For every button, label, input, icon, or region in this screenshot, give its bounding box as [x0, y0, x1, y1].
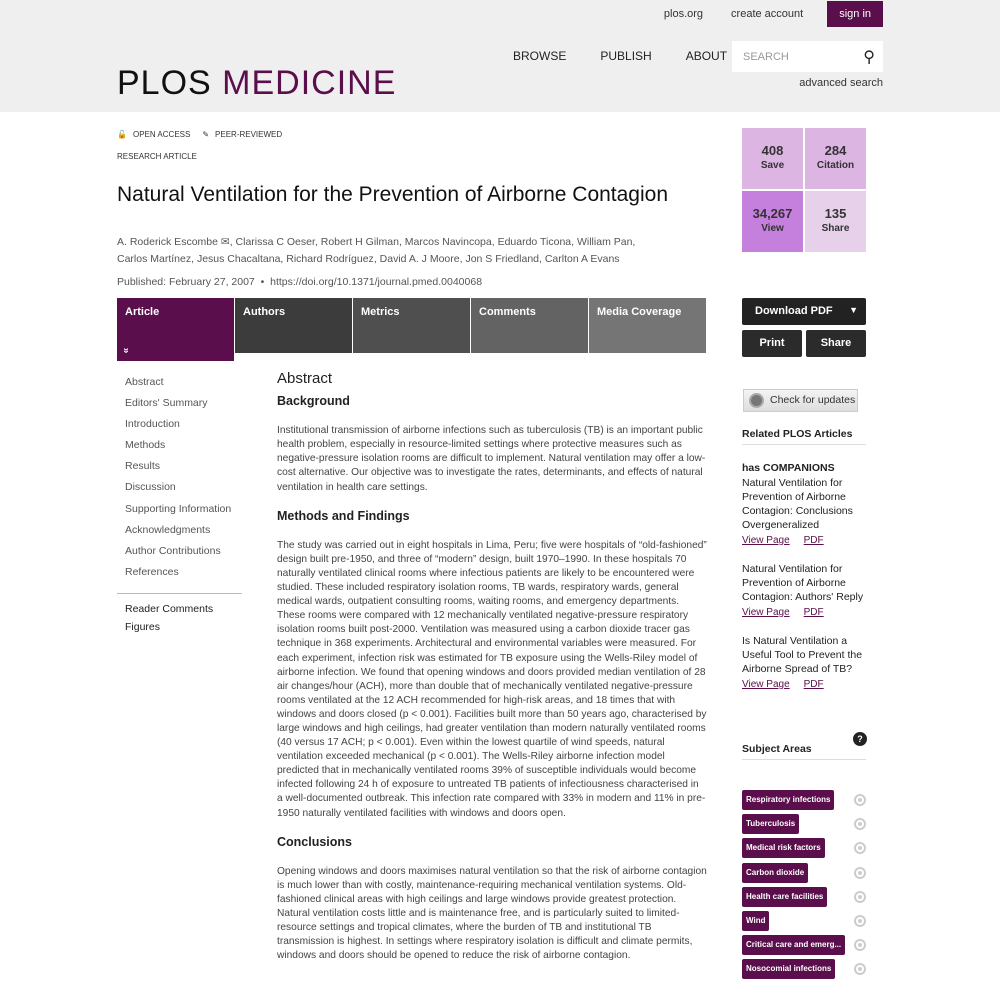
- download-label: Download PDF: [755, 305, 833, 317]
- plos-medicine-logo[interactable]: [117, 64, 396, 103]
- tab-label: Comments: [479, 306, 536, 318]
- metric-value: 284: [824, 143, 847, 158]
- tab-comments[interactable]: [471, 298, 589, 353]
- related-article: [742, 562, 866, 620]
- metric-view[interactable]: [742, 191, 803, 252]
- related-links: [742, 678, 866, 692]
- published-date: Published: February 27, 2007: [117, 276, 255, 288]
- author-link[interactable]: Carlos Martínez: [117, 253, 192, 265]
- view-page-link[interactable]: View Page: [742, 607, 790, 618]
- subject-tag[interactable]: Health care facilities: [742, 887, 827, 907]
- related-article: [742, 476, 866, 548]
- plos-org-link[interactable]: plos.org: [663, 7, 704, 20]
- check-for-updates-button[interactable]: [743, 389, 858, 412]
- metric-label: Share: [821, 223, 850, 234]
- subject-tag[interactable]: Critical care and emerg...: [742, 935, 845, 955]
- subject-areas: [742, 734, 866, 974]
- author-link[interactable]: Eduardo Ticona: [497, 236, 572, 248]
- toc-link[interactable]: Editors' Summary: [125, 397, 208, 410]
- caret-down-icon[interactable]: ▼: [849, 305, 858, 315]
- tab-authors[interactable]: [235, 298, 353, 353]
- related-links: [742, 534, 866, 548]
- author-link[interactable]: Richard Rodríguez: [286, 253, 374, 265]
- flag-icon[interactable]: [854, 794, 866, 806]
- related-title[interactable]: Is Natural Ventilation a Useful Tool to Prevent the Airborne Spread of TB?: [742, 635, 863, 675]
- print-button[interactable]: Print: [742, 330, 802, 357]
- tab-metrics[interactable]: [353, 298, 471, 353]
- related-article: [742, 634, 866, 692]
- nav-browse[interactable]: BROWSE: [513, 49, 567, 63]
- article-title: Natural Ventilation for the Prevention of Airborne Contagion: [117, 183, 669, 206]
- download-pdf-button[interactable]: [742, 298, 866, 325]
- flag-icon[interactable]: [854, 915, 866, 927]
- subject-tag[interactable]: Nosocomial infections: [742, 959, 835, 979]
- tab-label: Article: [125, 306, 160, 318]
- search-input[interactable]: [732, 41, 883, 72]
- toc-link[interactable]: Discussion: [125, 481, 176, 494]
- metric-value: 34,267: [752, 206, 793, 221]
- related-articles: [742, 428, 866, 706]
- logo-text-accent: MEDICINE: [222, 64, 397, 102]
- author-link[interactable]: Marcos Navincopa: [404, 236, 492, 248]
- author-link[interactable]: Clarissa C Oeser: [235, 236, 315, 248]
- subject-tag[interactable]: Tuberculosis: [742, 814, 799, 834]
- logo-text: PLOS: [117, 64, 212, 102]
- create-account-link[interactable]: create account: [731, 7, 804, 20]
- email-icon[interactable]: ✉: [217, 236, 230, 248]
- subject-tag[interactable]: Wind: [742, 911, 769, 931]
- subject-tag[interactable]: Carbon dioxide: [742, 863, 808, 883]
- tab-label: Media Coverage: [597, 306, 682, 318]
- author-link[interactable]: William Pan: [576, 236, 633, 248]
- metric-label: View: [761, 223, 784, 234]
- toc-link[interactable]: Supporting Information: [125, 502, 232, 515]
- related-title[interactable]: Natural Ventilation for Prevention of Airborne Contagion: Conclusions Overgeneralized: [742, 477, 853, 531]
- toc-link[interactable]: Results: [125, 460, 161, 473]
- toc-link[interactable]: Reader Comments: [125, 603, 214, 615]
- author-link[interactable]: Jon S Friedland: [465, 253, 539, 265]
- pdf-link[interactable]: PDF: [803, 607, 824, 618]
- flag-icon[interactable]: [854, 891, 866, 903]
- metric-value: 135: [824, 206, 847, 221]
- flag-icon[interactable]: [854, 867, 866, 879]
- doi-link[interactable]: https://doi.org/10.1371/journal.pmed.0040068: [270, 276, 483, 288]
- tab-media-coverage[interactable]: [589, 298, 707, 353]
- peer-reviewed-badge: PEER-REVIEWED: [215, 130, 283, 139]
- conclusions-heading: Conclusions: [277, 834, 353, 849]
- conclusions-text: Opening windows and doors maximises natural ventilation so that the risk of airborne contagion is much lower than with costly, maintenance-requiring mechanical ventilation systems. Old-fashioned clinical areas with high ceilings and large windows provide greatest protection. Natural ventilation costs little and is maintenance free, and is particularly suited to limited-resource settings and tropical climates, where the burden of TB and institutional TB transmission is highest. In settings where respiratory isolation is difficult and climate permits, windows and doors should be opened to reduce the risk of airborne contagion.: [277, 865, 707, 962]
- nav-about[interactable]: ABOUT: [685, 49, 728, 63]
- sign-in-button[interactable]: sign in: [827, 1, 883, 27]
- related-links: [742, 606, 866, 620]
- flag-icon[interactable]: [854, 963, 866, 975]
- author-list: A. Roderick Escombe ✉, Clarissa C Oeser, Robert H Gilman, Marcos Navincopa, Eduardo Ticona, William Pan, Carlos Martínez, Jesus Chacaltana, Richard Rodríguez, David A. J Moore, Jon S Friedland, Carlton A Evans: [117, 236, 636, 265]
- site-header: [0, 0, 1000, 112]
- flag-icon[interactable]: [854, 842, 866, 854]
- publication-info: Published: February 27, 2007 • https://doi.org/10.1371/journal.pmed.0040068: [117, 276, 483, 288]
- tab-label: Authors: [243, 306, 286, 318]
- flag-icon[interactable]: [854, 939, 866, 951]
- subject-tag[interactable]: Respiratory infections: [742, 790, 834, 810]
- toc-link[interactable]: Acknowledgments: [125, 523, 211, 536]
- nav-publish[interactable]: PUBLISH: [600, 49, 652, 63]
- toc-link[interactable]: Abstract: [125, 376, 164, 388]
- toc-link[interactable]: Author Contributions: [125, 544, 221, 557]
- background-text: Institutional transmission of airborne infections such as tuberculosis (TB) is an important public health problem, especially in resource-limited settings where protective measures such as negative-pressure isolation rooms are difficult to implement. Natural ventilation may offer a low-cost alternative. Our objective was to investigate the rates, determinants, and effects of natural ventilation in health care settings.: [277, 425, 706, 493]
- chevron-down-icon[interactable]: »: [120, 347, 132, 354]
- author-link[interactable]: Carlton A Evans: [544, 253, 620, 265]
- open-access-badge: OPEN ACCESS: [132, 130, 191, 139]
- metric-label: Save: [760, 160, 785, 171]
- author-link[interactable]: Jesus Chacaltana: [196, 253, 281, 265]
- author-link[interactable]: Robert H Gilman: [320, 236, 399, 248]
- peer-review-icon: ✎: [202, 130, 210, 139]
- background-heading: Background: [277, 394, 350, 409]
- toc-link[interactable]: References: [125, 565, 179, 578]
- pdf-link[interactable]: PDF: [803, 679, 824, 690]
- related-heading: Related PLOS Articles: [742, 428, 866, 445]
- share-button[interactable]: Share: [806, 330, 866, 357]
- subject-areas-heading: Subject Areas: [742, 743, 866, 760]
- tab-label: Metrics: [361, 306, 400, 318]
- metric-save[interactable]: [742, 128, 803, 189]
- view-page-link[interactable]: View Page: [742, 535, 790, 546]
- view-page-link[interactable]: View Page: [742, 679, 790, 690]
- advanced-search-link[interactable]: advanced search: [799, 77, 883, 89]
- tab-article[interactable]: [117, 298, 235, 361]
- help-icon[interactable]: ?: [853, 732, 867, 746]
- metric-share[interactable]: [805, 191, 866, 252]
- crossmark-icon: [749, 393, 764, 408]
- toc-link[interactable]: Figures: [125, 621, 161, 633]
- related-title[interactable]: Natural Ventilation for Prevention of Airborne Contagion: Authors' Reply: [742, 563, 864, 603]
- abstract-section: [277, 372, 707, 977]
- search-placeholder: SEARCH: [743, 51, 789, 63]
- subject-tag[interactable]: Medical risk factors: [742, 838, 825, 858]
- pdf-link[interactable]: PDF: [803, 535, 824, 546]
- abstract-heading: Abstract: [277, 370, 333, 387]
- methods-heading: Methods and Findings: [277, 508, 410, 523]
- lock-icon: 🔓: [117, 130, 127, 139]
- author-link[interactable]: David A. J Moore: [379, 253, 460, 265]
- companions-label: has COMPANIONS: [742, 462, 835, 474]
- methods-text: The study was carried out in eight hospitals in Lima, Peru; five were hospitals of “old-fashioned” design built pre-1950, and three of “modern” design, built 1970–1990. In these hospitals 70 naturally ventilated clinical rooms where infectious patients are likely to be encountered were studied. These included respiratory isolation rooms, TB wards, respiratory wards, general medical wards, outpatient consulting rooms, waiting rooms, and emergency departments. These rooms were compared with 12 mechanically ventilated negative-pressure respiratory isolation rooms built post-2000. Ventilation was measured using a carbon dioxide tracer gas technique in 368 experiments. Architectural and environmental variables were measured. For each experiment, infection risk was estimated for TB exposure using the Wells-Riley model of airborne infection. We found that opening windows and doors provided median ventilation of 28 air changes/hour (ACH), more than double that of mechanically ventilated negative-pressure rooms ventilated at the 12 ACH recommended for high-risk areas, and 18 times that with windows and doors closed (p < 0.001). Facilities built more than 50 years ago, characterised by large windows and high ceilings, had greater ventilation than modern naturally ventilated rooms (40 versus 17 ACH; p < 0.001). Even within the lowest quartile of wind speeds, natural ventilation exceeded mechanical (p < 0.001). The Wells-Riley airborne infection model predicted that in mechanically ventilated rooms 39% of susceptible individuals would become infected following 24 h of exposure to untreated TB patients of infectiousness characterised in a well-documented outbreak. This infection rate compared with 33% in modern and 11% in pre-1950 naturally ventilated facilities with windows and doors open.: [277, 539, 707, 819]
- metric-label: Citation: [816, 160, 855, 171]
- toc-link[interactable]: Introduction: [125, 418, 180, 431]
- metric-value: 408: [761, 143, 784, 158]
- author-link[interactable]: A. Roderick Escombe: [117, 236, 218, 248]
- search-icon[interactable]: ⚲: [863, 49, 875, 66]
- toc-link[interactable]: Methods: [125, 439, 166, 452]
- check-updates-label: Check for updates: [770, 394, 856, 406]
- article-type: RESEARCH ARTICLE: [117, 152, 197, 161]
- metric-citation[interactable]: [805, 128, 866, 189]
- flag-icon[interactable]: [854, 818, 866, 830]
